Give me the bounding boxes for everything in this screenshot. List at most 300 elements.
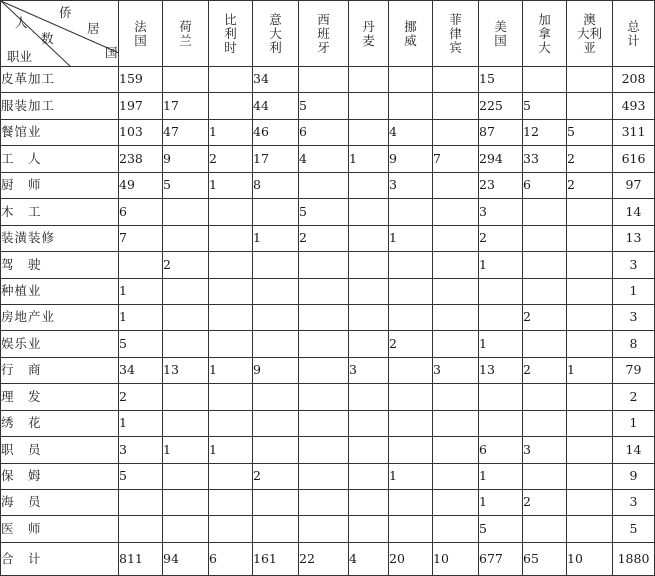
- table-row: [1, 119, 655, 145]
- occupation-cell: 医 师: [1, 516, 119, 542]
- count-cell: [349, 172, 389, 198]
- corner-label-guo: 国: [105, 45, 118, 60]
- count-cell: 17: [163, 93, 209, 119]
- count-cell: [253, 490, 299, 516]
- count-cell: [349, 93, 389, 119]
- count-cell: [163, 278, 209, 304]
- count-cell: 161: [253, 542, 299, 575]
- count-cell: [479, 410, 523, 436]
- count-cell: [349, 516, 389, 542]
- count-cell: 49: [119, 172, 163, 198]
- header-country-char: 国: [134, 32, 147, 48]
- count-cell: 5: [299, 93, 349, 119]
- count-cell: [253, 331, 299, 357]
- table-row: [1, 410, 655, 436]
- count-cell: 3: [523, 437, 567, 463]
- count-cell: [209, 384, 253, 410]
- count-cell: [433, 67, 479, 93]
- count-cell: [567, 304, 613, 330]
- count-cell: 13: [163, 357, 209, 383]
- count-cell: [523, 384, 567, 410]
- total-cell: 2: [613, 384, 655, 410]
- header-country-char: 牙: [317, 39, 330, 55]
- count-cell: 46: [253, 119, 299, 145]
- total-cell: 311: [613, 119, 655, 145]
- occupation-cell: 娱乐业: [1, 331, 119, 357]
- count-cell: [433, 384, 479, 410]
- header-country: [163, 1, 209, 67]
- count-cell: 2: [523, 490, 567, 516]
- corner-label-qiao: 侨: [59, 5, 72, 20]
- total-cell: 493: [613, 93, 655, 119]
- count-cell: [567, 67, 613, 93]
- count-cell: [163, 304, 209, 330]
- count-cell: 33: [523, 146, 567, 172]
- count-cell: [389, 357, 433, 383]
- count-cell: 1: [209, 172, 253, 198]
- count-cell: 1: [567, 357, 613, 383]
- count-cell: [433, 331, 479, 357]
- header-country-label: [269, 13, 282, 55]
- table-row: [1, 225, 655, 251]
- header-country-char: 加: [538, 11, 551, 27]
- count-cell: [433, 172, 479, 198]
- header-country-char: 挪: [404, 18, 417, 34]
- occupation-cell: 理 发: [1, 384, 119, 410]
- count-cell: [567, 410, 613, 436]
- count-cell: 238: [119, 146, 163, 172]
- corner-label-zhiye: 职业: [7, 49, 33, 64]
- header-country-label: [449, 13, 462, 55]
- count-cell: [349, 225, 389, 251]
- count-cell: 65: [523, 542, 567, 575]
- count-cell: [209, 304, 253, 330]
- count-cell: [209, 199, 253, 225]
- count-cell: [567, 490, 613, 516]
- header-country-char: 威: [404, 32, 417, 48]
- count-cell: 3: [389, 172, 433, 198]
- header-country-char: 利: [269, 39, 282, 55]
- count-cell: [119, 252, 163, 278]
- occupation-cell: 海 员: [1, 490, 119, 516]
- count-cell: [389, 252, 433, 278]
- count-cell: [523, 199, 567, 225]
- count-cell: [119, 490, 163, 516]
- count-cell: 1: [209, 357, 253, 383]
- count-cell: 1: [209, 119, 253, 145]
- occupation-cell: 职 员: [1, 437, 119, 463]
- table-row: [1, 67, 655, 93]
- count-cell: [163, 384, 209, 410]
- count-cell: [299, 410, 349, 436]
- count-cell: [567, 225, 613, 251]
- count-cell: 5: [567, 119, 613, 145]
- table-row: [1, 490, 655, 516]
- count-cell: [163, 225, 209, 251]
- count-cell: 15: [479, 67, 523, 93]
- count-cell: [389, 93, 433, 119]
- count-cell: [433, 278, 479, 304]
- total-cell: 3: [613, 252, 655, 278]
- count-cell: [299, 172, 349, 198]
- header-country-char: 国: [494, 32, 507, 48]
- count-cell: 811: [119, 542, 163, 575]
- count-cell: 5: [479, 516, 523, 542]
- count-cell: [433, 304, 479, 330]
- occupation-cell: 种植业: [1, 278, 119, 304]
- header-country-label: [494, 20, 507, 48]
- count-cell: [253, 516, 299, 542]
- header-corner-cell: [1, 1, 119, 67]
- count-cell: 1: [163, 437, 209, 463]
- count-cell: [253, 252, 299, 278]
- occupation-cell: 合 计: [1, 542, 119, 575]
- count-cell: [253, 410, 299, 436]
- count-cell: 34: [253, 67, 299, 93]
- count-cell: [433, 199, 479, 225]
- count-cell: 8: [253, 172, 299, 198]
- count-cell: 159: [119, 67, 163, 93]
- total-cell: 13: [613, 225, 655, 251]
- count-cell: 23: [479, 172, 523, 198]
- count-cell: [433, 516, 479, 542]
- header-country: [433, 1, 479, 67]
- count-cell: [523, 516, 567, 542]
- count-cell: 3: [479, 199, 523, 225]
- header-country-char: 比: [224, 11, 237, 27]
- count-cell: [433, 119, 479, 145]
- count-cell: 1: [119, 278, 163, 304]
- count-cell: 6: [119, 199, 163, 225]
- header-country-label: [404, 20, 417, 48]
- count-cell: 13: [479, 357, 523, 383]
- table-row: [1, 384, 655, 410]
- count-cell: 10: [567, 542, 613, 575]
- count-cell: 2: [523, 304, 567, 330]
- count-cell: [389, 437, 433, 463]
- count-cell: [567, 331, 613, 357]
- count-cell: [119, 516, 163, 542]
- header-country-label: [317, 13, 330, 55]
- count-cell: [433, 463, 479, 489]
- count-cell: 197: [119, 93, 163, 119]
- count-cell: [299, 278, 349, 304]
- count-cell: [209, 93, 253, 119]
- count-cell: 1: [119, 304, 163, 330]
- count-cell: 1: [479, 252, 523, 278]
- count-cell: [567, 278, 613, 304]
- count-cell: 94: [163, 542, 209, 575]
- count-cell: [567, 252, 613, 278]
- occupation-cell: 木 工: [1, 199, 119, 225]
- header-country-char: 兰: [179, 32, 192, 48]
- count-cell: [349, 199, 389, 225]
- table-row: [1, 278, 655, 304]
- count-cell: 5: [523, 93, 567, 119]
- total-cell: 1: [613, 278, 655, 304]
- count-cell: 5: [119, 331, 163, 357]
- total-cell: 5: [613, 516, 655, 542]
- total-cell: 8: [613, 331, 655, 357]
- count-cell: 1: [479, 463, 523, 489]
- count-cell: [479, 304, 523, 330]
- count-cell: 2: [389, 331, 433, 357]
- count-cell: [567, 463, 613, 489]
- total-cell: 3: [613, 490, 655, 516]
- count-cell: [299, 252, 349, 278]
- count-cell: 34: [119, 357, 163, 383]
- count-cell: 3: [349, 357, 389, 383]
- count-cell: [349, 119, 389, 145]
- count-cell: [389, 304, 433, 330]
- occupation-cell: 餐馆业: [1, 119, 119, 145]
- count-cell: 2: [567, 146, 613, 172]
- header-country-char: 荷: [179, 18, 192, 34]
- count-cell: 2: [163, 252, 209, 278]
- header-country: [523, 1, 567, 67]
- count-cell: [209, 516, 253, 542]
- count-cell: [389, 199, 433, 225]
- occupation-cell: 厨 师: [1, 172, 119, 198]
- count-cell: [349, 463, 389, 489]
- count-cell: [163, 410, 209, 436]
- corner-label-ren: 人: [15, 15, 28, 30]
- count-cell: 7: [433, 146, 479, 172]
- count-cell: [163, 490, 209, 516]
- count-cell: [209, 410, 253, 436]
- count-cell: [209, 67, 253, 93]
- count-cell: 20: [389, 542, 433, 575]
- table-row: [1, 516, 655, 542]
- count-cell: 4: [299, 146, 349, 172]
- count-cell: [349, 384, 389, 410]
- count-cell: 5: [163, 172, 209, 198]
- count-cell: [523, 410, 567, 436]
- count-cell: [253, 384, 299, 410]
- header-country-char: 意: [269, 11, 282, 27]
- occupation-cell: 皮革加工: [1, 67, 119, 93]
- header-country-char: 西: [317, 11, 330, 27]
- count-cell: [299, 437, 349, 463]
- occupation-cell: 服装加工: [1, 93, 119, 119]
- count-cell: [163, 67, 209, 93]
- count-cell: [349, 278, 389, 304]
- header-country-char: 菲: [449, 11, 462, 27]
- count-cell: [567, 437, 613, 463]
- count-cell: [433, 490, 479, 516]
- count-cell: 3: [119, 437, 163, 463]
- table-body: [1, 67, 655, 576]
- count-cell: 4: [349, 542, 389, 575]
- count-cell: [389, 410, 433, 436]
- count-cell: 2: [209, 146, 253, 172]
- count-cell: [479, 278, 523, 304]
- count-cell: 2: [119, 384, 163, 410]
- count-cell: [253, 437, 299, 463]
- count-cell: [567, 199, 613, 225]
- count-cell: 6: [479, 437, 523, 463]
- header-country-char: 拿: [538, 25, 551, 41]
- count-cell: 22: [299, 542, 349, 575]
- count-cell: [299, 516, 349, 542]
- table-row: [1, 199, 655, 225]
- total-cell: 14: [613, 437, 655, 463]
- count-cell: 5: [119, 463, 163, 489]
- header-country-char: 大利: [576, 25, 602, 41]
- count-cell: [433, 252, 479, 278]
- occupation-cell: 驾 驶: [1, 252, 119, 278]
- header-country: [479, 1, 523, 67]
- count-cell: [209, 252, 253, 278]
- header-country-char: 亚: [583, 39, 596, 55]
- header-country: [119, 1, 163, 67]
- table-row: [1, 93, 655, 119]
- count-cell: 1: [389, 463, 433, 489]
- count-cell: 17: [253, 146, 299, 172]
- count-cell: [433, 225, 479, 251]
- count-cell: 1: [253, 225, 299, 251]
- count-cell: 9: [163, 146, 209, 172]
- count-cell: [299, 304, 349, 330]
- table-row: [1, 437, 655, 463]
- total-cell: 3: [613, 304, 655, 330]
- table-row: [1, 252, 655, 278]
- header-country-char: 美: [494, 18, 507, 34]
- header-country-label: [362, 20, 375, 48]
- count-cell: 294: [479, 146, 523, 172]
- count-cell: [433, 437, 479, 463]
- header-country-char: 澳: [583, 11, 596, 27]
- count-cell: [567, 516, 613, 542]
- corner-label-shu: 数: [41, 31, 54, 46]
- header-country: [349, 1, 389, 67]
- table-row: [1, 304, 655, 330]
- count-cell: 5: [299, 199, 349, 225]
- count-cell: [389, 67, 433, 93]
- header-country: [389, 1, 433, 67]
- header-country-label: [538, 13, 551, 55]
- total-cell: 79: [613, 357, 655, 383]
- count-cell: 6: [523, 172, 567, 198]
- header-country-label: [134, 20, 147, 48]
- count-cell: [523, 252, 567, 278]
- count-cell: [209, 278, 253, 304]
- count-cell: [389, 384, 433, 410]
- count-cell: [163, 331, 209, 357]
- count-cell: [209, 490, 253, 516]
- occupation-cell: 绣 花: [1, 410, 119, 436]
- count-cell: 9: [389, 146, 433, 172]
- count-cell: [163, 516, 209, 542]
- header-country-char: 计: [627, 32, 640, 48]
- count-cell: 1: [479, 490, 523, 516]
- occupation-cell: 房地产业: [1, 304, 119, 330]
- count-cell: [349, 490, 389, 516]
- header-country: [253, 1, 299, 67]
- header-country-label: [627, 20, 640, 48]
- count-cell: [299, 67, 349, 93]
- table-row: [1, 146, 655, 172]
- count-cell: 225: [479, 93, 523, 119]
- count-cell: 2: [479, 225, 523, 251]
- count-cell: 2: [253, 463, 299, 489]
- count-cell: 2: [523, 357, 567, 383]
- header-country-char: 麦: [362, 32, 375, 48]
- count-cell: [389, 278, 433, 304]
- count-cell: 12: [523, 119, 567, 145]
- header-country-char: 利: [224, 25, 237, 41]
- count-cell: [567, 93, 613, 119]
- header-country-char: 大: [538, 39, 551, 55]
- header-country-char: 丹: [362, 18, 375, 34]
- count-cell: [523, 278, 567, 304]
- count-cell: 1: [119, 410, 163, 436]
- count-cell: [349, 67, 389, 93]
- count-cell: [209, 463, 253, 489]
- count-cell: [253, 304, 299, 330]
- count-cell: 3: [433, 357, 479, 383]
- count-cell: [389, 490, 433, 516]
- corner-label-ju: 居: [87, 21, 100, 36]
- header-country-char: 宾: [449, 39, 462, 55]
- table-row: [1, 463, 655, 489]
- count-cell: [389, 516, 433, 542]
- count-cell: [479, 384, 523, 410]
- header-row: [1, 1, 655, 67]
- count-cell: [253, 199, 299, 225]
- total-cell: 14: [613, 199, 655, 225]
- count-cell: 1: [389, 225, 433, 251]
- count-cell: [299, 331, 349, 357]
- count-cell: 7: [119, 225, 163, 251]
- count-cell: [299, 490, 349, 516]
- header-country-char: 班: [317, 25, 330, 41]
- count-cell: 1: [209, 437, 253, 463]
- table-row: [1, 331, 655, 357]
- count-cell: [253, 278, 299, 304]
- count-cell: [349, 410, 389, 436]
- count-cell: [299, 357, 349, 383]
- header-country-char: 大: [269, 25, 282, 41]
- table-row: [1, 357, 655, 383]
- count-cell: [163, 199, 209, 225]
- occupation-cell: 装潢装修: [1, 225, 119, 251]
- count-cell: 6: [209, 542, 253, 575]
- count-cell: [349, 331, 389, 357]
- count-cell: 677: [479, 542, 523, 575]
- count-cell: 44: [253, 93, 299, 119]
- header-country: [209, 1, 253, 67]
- count-cell: [209, 225, 253, 251]
- count-cell: [523, 463, 567, 489]
- count-cell: [523, 331, 567, 357]
- header-country-char: 总: [627, 18, 640, 34]
- count-cell: [349, 304, 389, 330]
- header-country: [299, 1, 349, 67]
- count-cell: 2: [567, 172, 613, 198]
- count-cell: 4: [389, 119, 433, 145]
- header-country-char: 律: [449, 25, 462, 41]
- count-cell: 10: [433, 542, 479, 575]
- count-cell: [209, 331, 253, 357]
- header-country-label: [577, 13, 602, 55]
- occupation-cell: 工 人: [1, 146, 119, 172]
- count-cell: [523, 67, 567, 93]
- total-cell: 97: [613, 172, 655, 198]
- table-row: [1, 172, 655, 198]
- header-country: [567, 1, 613, 67]
- occupation-cell: 行 商: [1, 357, 119, 383]
